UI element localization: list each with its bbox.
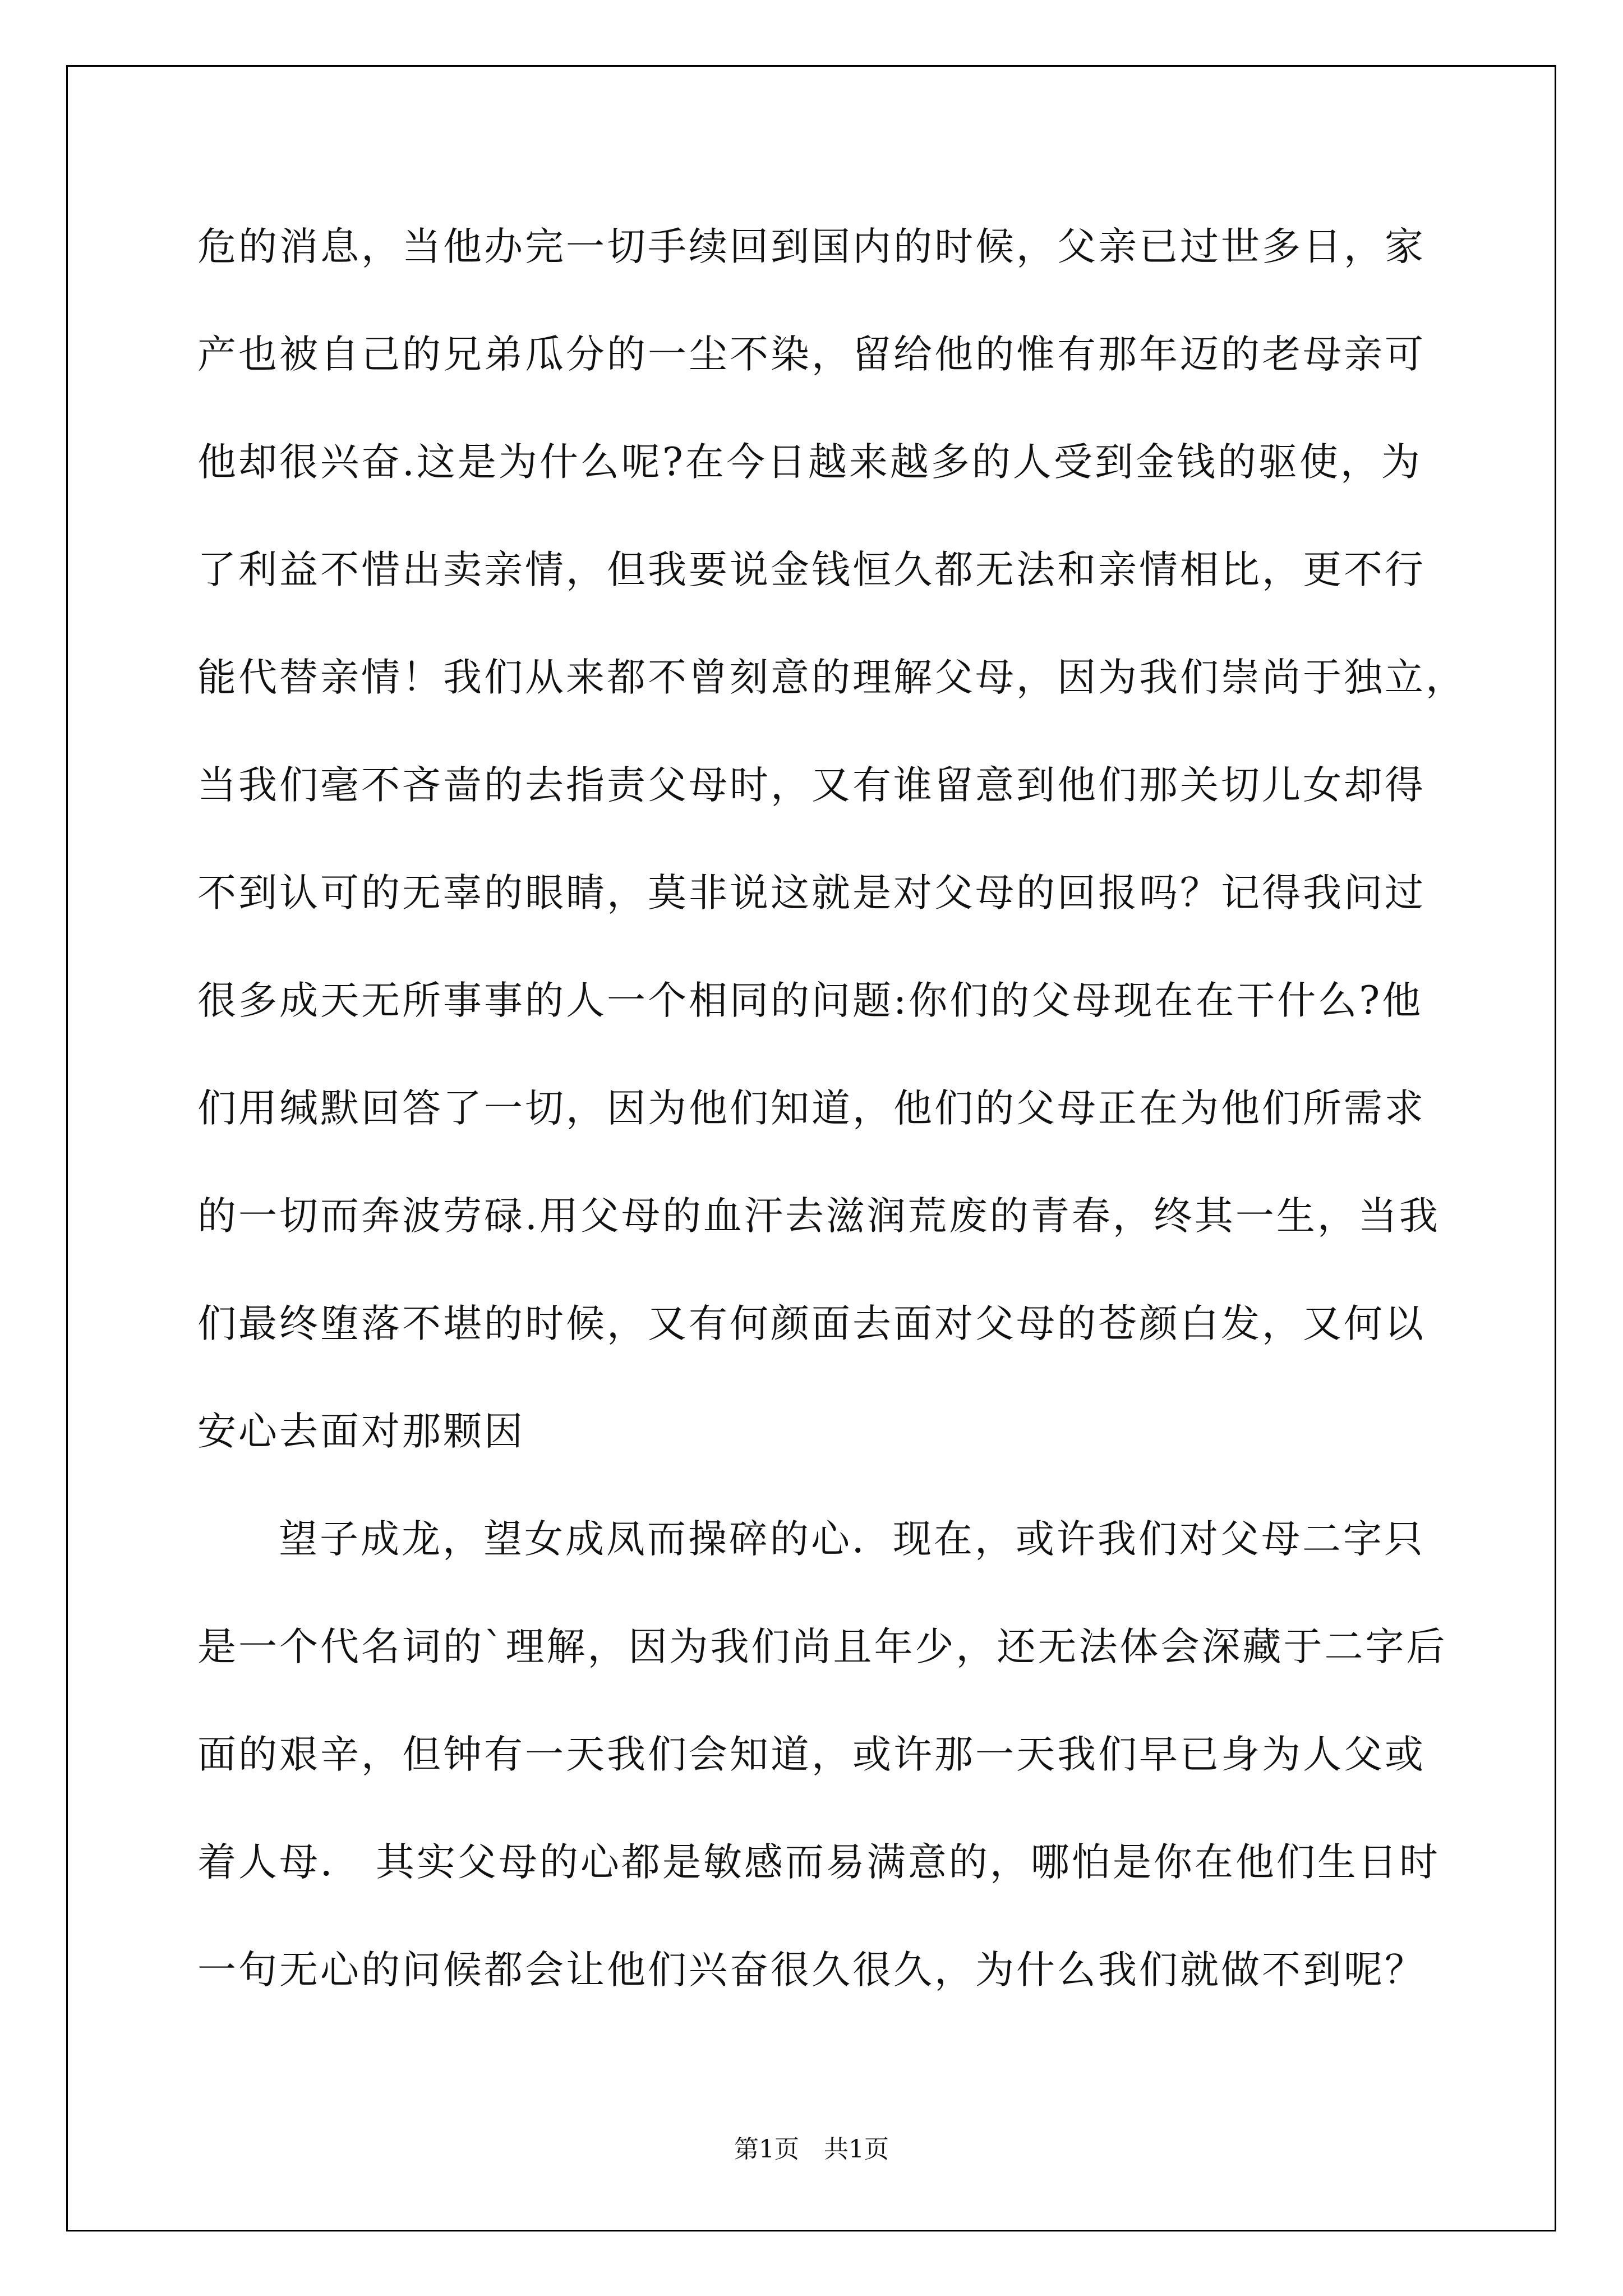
text-line: 着人母． 其实父母的心都是敏感而易满意的，哪怕是你在他们生日时 [197,1840,1440,1885]
text-line: 产也被自己的兄弟瓜分的一尘不染，留给他的惟有那年迈的老母亲可 [197,332,1426,377]
text-line: 很多成天无所事事的人一个相同的问题:你们的父母现在在干什么?他 [197,978,1423,1023]
text-line: 是一个代名词的`理解，因为我们尚且年少，还无法体会深藏于二字后 [197,1625,1447,1669]
text-line: 他却很兴奋.这是为什么呢?在今日越来越多的人受到金钱的驱使，为 [197,440,1422,485]
text-line: 的一切而奔波劳碌.用父母的血汗去滋润荒废的青春，终其一生，当我 [197,1194,1440,1239]
text-line: 能代替亲情！我们从来都不曾刻意的理解父母，因为我们崇尚于独立， [197,655,1467,700]
text-line: 危的消息，当他办完一切手续回到国内的时候，父亲已过世多日，家 [197,224,1426,269]
text-line: 当我们毫不吝啬的去指责父母时，又有谁留意到他们那关切儿女却得 [197,763,1426,808]
text-line: 面的艰辛，但钟有一天我们会知道，或许那一天我们早已身为人父或 [197,1732,1426,1777]
text-line: 一句无心的问候都会让他们兴奋很久很久，为什么我们就做不到呢？ [197,1948,1426,1993]
page-number-footer: 第1页 共1页 [734,2135,889,2164]
body-text [197,216,1467,2047]
text-line: 了利益不惜出卖亲情，但我要说金钱恒久都无法和亲情相比，更不行 [197,547,1426,592]
text-line: 安心去面对那颗因 [197,1409,525,1454]
text-line: 们用缄默回答了一切，因为他们知道，他们的父母正在为他们所需求 [197,1086,1426,1131]
text-line-indented: 望子成龙，望女成凤而操碎的心．现在，或许我们对父母二字只 [279,1517,1425,1562]
text-line: 不到认可的无辜的眼睛，莫非说这就是对父母的回报吗？记得我问过 [197,871,1426,915]
text-line: 们最终堕落不堪的时候，又有何颜面去面对父母的苍颜白发，又何以 [197,1301,1426,1346]
